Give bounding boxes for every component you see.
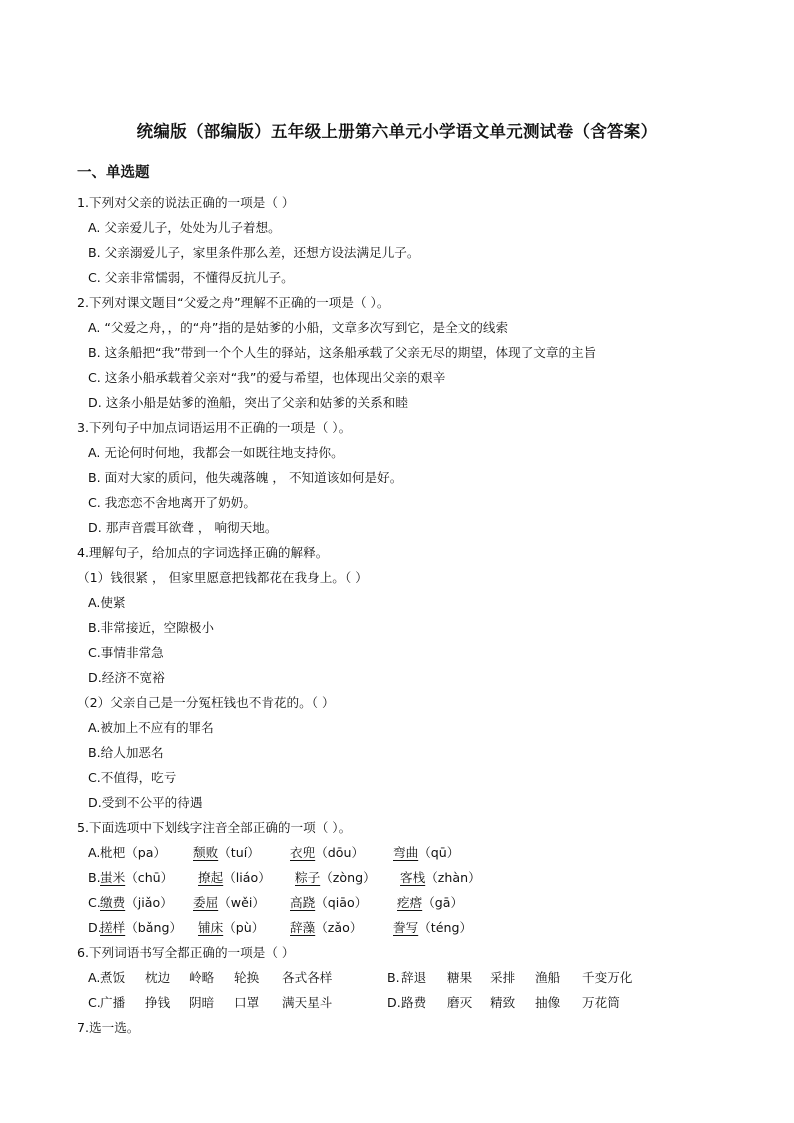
word: 缴费 xyxy=(100,895,126,910)
question-2-option-c[interactable]: C. 这条小船承载着父亲对“我”的爱与希望，也体现出父亲的艰辛 xyxy=(88,370,446,385)
question-1-option-b[interactable]: B. 父亲溺爱儿子，家里条件那么差，还想方设法满足儿子。 xyxy=(88,245,420,260)
word: 疙瘩 xyxy=(397,895,423,910)
option-label: A. xyxy=(88,845,101,860)
question-4-sub-2: （2）父亲自己是一分冤枉钱也不肯花的。（ ） xyxy=(77,695,335,710)
pinyin: （dōu） xyxy=(315,845,365,860)
word: 辞退 xyxy=(401,970,427,985)
word: 高跷 xyxy=(290,895,316,910)
word: 抽像 xyxy=(535,995,561,1010)
pinyin: （pa） xyxy=(125,845,167,860)
question-4-sub-2-option-c[interactable]: C.不值得，吃亏 xyxy=(88,770,177,785)
question-3-stem: 3.下列句子中加点词语运用不正确的一项是（ ）。 xyxy=(77,420,352,435)
question-4-sub-2-option-d[interactable]: D.受到不公平的待遇 xyxy=(88,795,203,810)
question-1-stem: 1.下列对父亲的说法正确的一项是（ ） xyxy=(77,195,295,210)
pinyin-item xyxy=(393,845,459,861)
page-title: 统编版（部编版）五年级上册第六单元小学语文单元测试卷（含答案） xyxy=(136,122,658,141)
question-4-sub-1-option-a[interactable]: A.使紧 xyxy=(88,595,126,610)
option-label: B. xyxy=(88,870,101,885)
word: 颓败 xyxy=(193,845,219,860)
pinyin-item xyxy=(100,845,166,861)
pinyin-item xyxy=(193,895,265,911)
word: 磨灭 xyxy=(447,995,473,1010)
pinyin-item xyxy=(290,920,362,936)
pinyin-item xyxy=(393,920,472,936)
word: 枇杷 xyxy=(100,845,126,860)
pinyin-item xyxy=(397,895,463,911)
word: 客栈 xyxy=(400,870,426,885)
option-label: D. xyxy=(88,920,102,935)
option-label: C. xyxy=(88,895,101,910)
pinyin-item xyxy=(295,870,376,886)
word: 挣钱 xyxy=(145,995,171,1010)
word: 口罩 xyxy=(234,995,260,1010)
question-6-stem: 6.下列词语书写全都正确的一项是（ ） xyxy=(77,945,295,960)
pinyin-item xyxy=(290,895,367,911)
word: 铺床 xyxy=(198,920,224,935)
word: 枕边 xyxy=(145,970,171,985)
word: 轮换 xyxy=(234,970,260,985)
pinyin-item xyxy=(290,845,364,861)
question-4-sub-1-option-c[interactable]: C.事情非常急 xyxy=(88,645,164,660)
pinyin: （gā） xyxy=(422,895,464,910)
pinyin: （qiāo） xyxy=(315,895,368,910)
pinyin: （téng） xyxy=(418,920,473,935)
question-1-option-c[interactable]: C. 父亲非常懦弱，不懂得反抗儿子。 xyxy=(88,270,294,285)
pinyin-item xyxy=(100,895,173,911)
question-2-stem: 2.下列对课文题目“父爱之舟”理解不正确的一项是（ ）。 xyxy=(77,295,390,310)
pinyin-item xyxy=(198,920,264,936)
word: 粽子 xyxy=(295,870,321,885)
question-6-option-c[interactable]: C. xyxy=(88,995,101,1010)
question-4-stem: 4.理解句子，给加点的字词选择正确的解释。 xyxy=(77,545,329,560)
pinyin-item xyxy=(400,870,481,886)
question-3-option-a[interactable]: A. 无论何时何地，我都会一如既往地支持你。 xyxy=(88,445,344,460)
pinyin: （pù） xyxy=(223,920,265,935)
word: 煮饭 xyxy=(100,970,126,985)
word: 精致 xyxy=(490,995,516,1010)
pinyin: （zòng） xyxy=(320,870,376,885)
pinyin: （zhàn） xyxy=(425,870,481,885)
question-6-option-a[interactable]: A. xyxy=(88,970,101,985)
pinyin-item xyxy=(198,870,271,886)
word: 誊写 xyxy=(393,920,419,935)
word: 撩起 xyxy=(198,870,224,885)
word: 蚩米 xyxy=(100,870,126,885)
question-2-option-a[interactable]: A. “父爱之舟，，的“舟”指的是姑爹的小船，文章多次写到它，是全文的线索 xyxy=(88,320,509,335)
word: 糖果 xyxy=(447,970,473,985)
pinyin: （liáo） xyxy=(223,870,271,885)
pinyin-item xyxy=(100,920,182,936)
word: 弯曲 xyxy=(393,845,419,860)
question-4-sub-2-option-a[interactable]: A.被加上不应有的罪名 xyxy=(88,720,214,735)
word: 各式各样 xyxy=(282,970,333,985)
question-4-sub-1: （1）钱很紧 ， 但家里愿意把钱都花在我身上。（ ） xyxy=(77,570,368,585)
pinyin: （jiǎo） xyxy=(125,895,173,910)
question-6-option-b[interactable]: B. xyxy=(387,970,400,985)
pinyin: （qū） xyxy=(418,845,460,860)
question-5-option-a[interactable] xyxy=(88,845,100,861)
word: 采排 xyxy=(490,970,516,985)
pinyin: （tuí） xyxy=(218,845,260,860)
question-3-option-c[interactable]: C. 我恋恋不舍地离开了奶奶。 xyxy=(88,495,256,510)
word: 衣兜 xyxy=(290,845,316,860)
question-3-option-d[interactable]: D. 那声音震耳欲聋 ， 响彻天地。 xyxy=(88,520,278,535)
word: 岭略 xyxy=(189,970,215,985)
pinyin: （chū） xyxy=(125,870,174,885)
question-4-sub-1-option-d[interactable]: D.经济不宽裕 xyxy=(88,670,165,685)
question-7-stem: 7.选一选。 xyxy=(77,1020,140,1035)
question-1-option-a[interactable]: A. 父亲爱儿子，处处为儿子着想。 xyxy=(88,220,281,235)
pinyin-item xyxy=(100,870,173,886)
pinyin: （wěi） xyxy=(218,895,265,910)
word: 阴暗 xyxy=(189,995,215,1010)
question-5-option-b[interactable] xyxy=(88,870,101,886)
question-5-option-c[interactable] xyxy=(88,895,101,911)
question-2-option-d[interactable]: D. 这条小船是姑爹的渔船，突出了父亲和姑爹的关系和睦 xyxy=(88,395,408,410)
word: 渔船 xyxy=(535,970,561,985)
question-3-option-b[interactable]: B. 面对大家的质问，他失魂落魄 ， 不知道该如何是好。 xyxy=(88,470,403,485)
question-6-option-d[interactable]: D. xyxy=(387,995,401,1010)
word: 万花筒 xyxy=(582,995,620,1010)
question-2-option-b[interactable]: B. 这条船把“我”带到一个个人生的驿站，这条船承载了父亲无尽的期望，体现了文章的主旨 xyxy=(88,345,597,360)
word: 委屈 xyxy=(193,895,219,910)
word: 辞藻 xyxy=(290,920,316,935)
word: 路费 xyxy=(401,995,427,1010)
word: 千变万化 xyxy=(582,970,633,985)
question-5-stem: 5.下面选项中下划线字注音全部正确的一项（ ）。 xyxy=(77,820,352,835)
pinyin: （zǎo） xyxy=(315,920,363,935)
pinyin: （bǎng） xyxy=(125,920,183,935)
section-heading: 一、单选题 xyxy=(77,165,150,181)
word: 搓样 xyxy=(100,920,126,935)
question-4-sub-1-option-b[interactable]: B.非常接近，空隙极小 xyxy=(88,620,214,635)
pinyin-item xyxy=(193,845,260,861)
word: 满天星斗 xyxy=(282,995,333,1010)
word: 广播 xyxy=(100,995,126,1010)
question-4-sub-2-option-b[interactable]: B.给人加恶名 xyxy=(88,745,164,760)
